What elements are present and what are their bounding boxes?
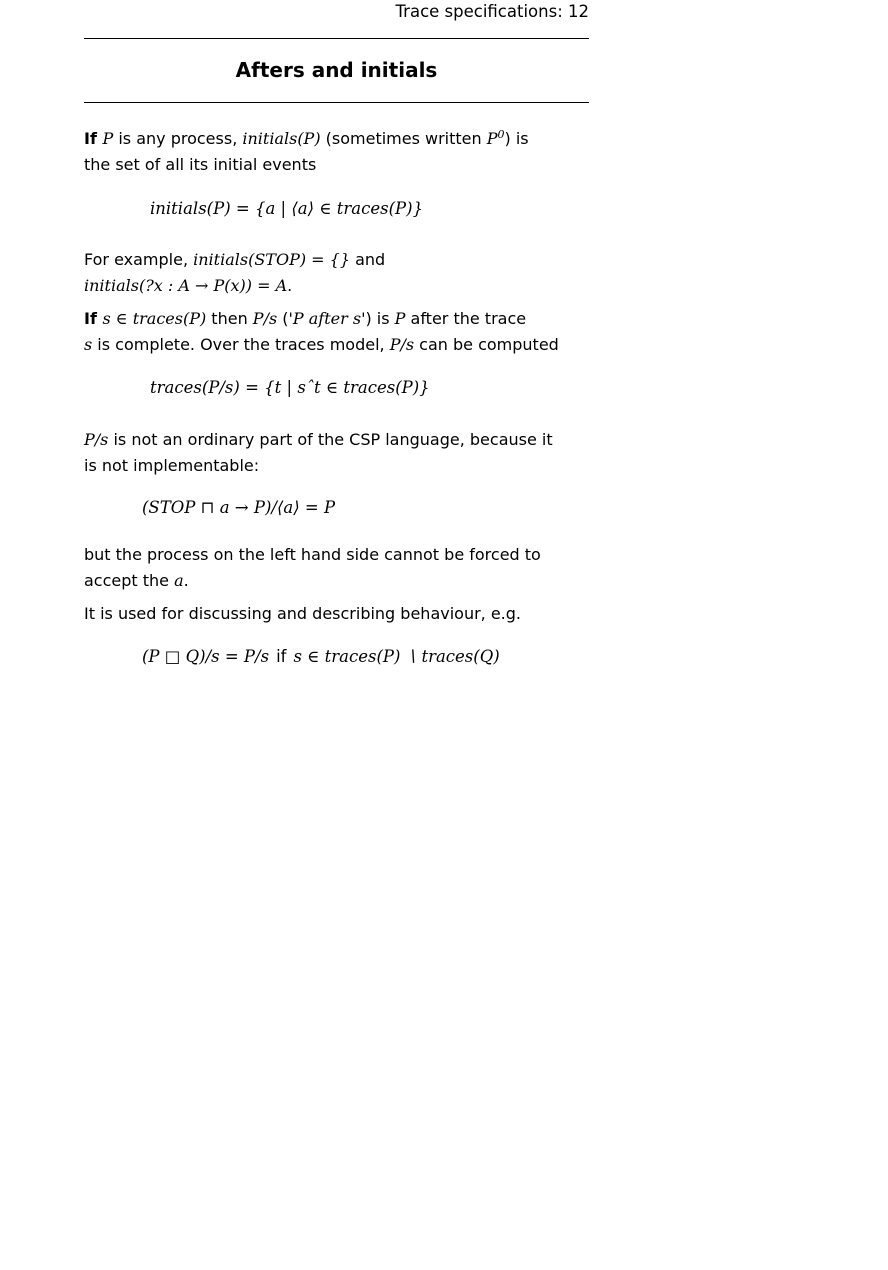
math-run: traces(P/s) = {t | sˆt ∈ traces(P)} [150, 378, 430, 397]
text-run: can be computed [414, 335, 559, 354]
running-header-text: Trace specifications: 12 [395, 2, 589, 21]
superscript-run: 0 [497, 128, 505, 141]
title-rule [84, 102, 589, 103]
math-run: initials(P) [242, 129, 321, 148]
text-run: (' [277, 309, 293, 328]
math-run: s ∈ traces(P) ∖ traces(Q) [293, 647, 500, 666]
math-run: P/s [252, 309, 278, 328]
math-run: P/s [389, 335, 415, 354]
formula-initials [150, 194, 589, 224]
text-run: if [276, 647, 287, 666]
formula-stop-choice [142, 493, 589, 523]
math-run: s [84, 335, 93, 354]
paragraph-line [84, 427, 589, 453]
text-run: . [287, 276, 293, 295]
text-run: is complete. Over the traces model, [92, 335, 390, 354]
math-run: (STOP ⊓ a → P)/⟨a⟩ = P [142, 498, 336, 517]
text-run: is any process, [113, 129, 243, 148]
paragraph-line [84, 247, 589, 273]
text-run: If [84, 309, 103, 328]
text-run: is not implementable: [84, 456, 260, 475]
text-run: then [206, 309, 253, 328]
math-run: P after s [292, 309, 362, 328]
math-run: (P □ Q)/s = P/s [142, 647, 270, 666]
math-run: P [394, 309, 406, 328]
paragraph-line [84, 453, 589, 479]
text-run: ') is [361, 309, 395, 328]
math-run: P [102, 129, 114, 148]
text-run: and [350, 250, 386, 269]
math-run: initials(STOP) = {} [193, 250, 351, 269]
paragraph-line [84, 332, 589, 358]
text-run: is not an ordinary part of the CSP language, because it [108, 430, 553, 449]
text-run: the set of all its initial events [84, 155, 317, 174]
paragraph-line [84, 152, 589, 178]
text-run: . [183, 571, 189, 590]
math-run: P/s [84, 430, 109, 449]
slide-content [84, 0, 589, 672]
page-title: Afters and initials [235, 58, 438, 82]
math-run: a [174, 571, 184, 590]
paragraph-line [84, 568, 589, 594]
math-run: P [486, 129, 498, 148]
paragraph-line [84, 273, 589, 299]
paragraph-line [84, 306, 589, 332]
text-run: If [84, 129, 103, 148]
math-run: initials(P) = {a | ⟨a⟩ ∈ traces(P)} [150, 199, 424, 218]
text-run: For example, [84, 250, 194, 269]
math-run: s ∈ traces(P) [102, 309, 207, 328]
text-run: ) is [504, 129, 529, 148]
paragraph-line [84, 542, 589, 568]
formula-external-choice [142, 642, 589, 672]
text-run: accept the [84, 571, 175, 590]
text-run: but the process on the left hand side cannot be forced to [84, 545, 541, 564]
text-run: after the trace [405, 309, 527, 328]
text-run: It is used for discussing and describing behaviour, e.g. [84, 604, 522, 623]
text-run: (sometimes written [320, 129, 487, 148]
paragraph-line [84, 126, 589, 152]
running-header [84, 0, 589, 24]
math-run: initials(?x : A → P(x)) = A [84, 276, 288, 295]
paragraph-line [84, 601, 589, 627]
formula-traces-after [150, 373, 589, 403]
top-rule [84, 38, 589, 39]
